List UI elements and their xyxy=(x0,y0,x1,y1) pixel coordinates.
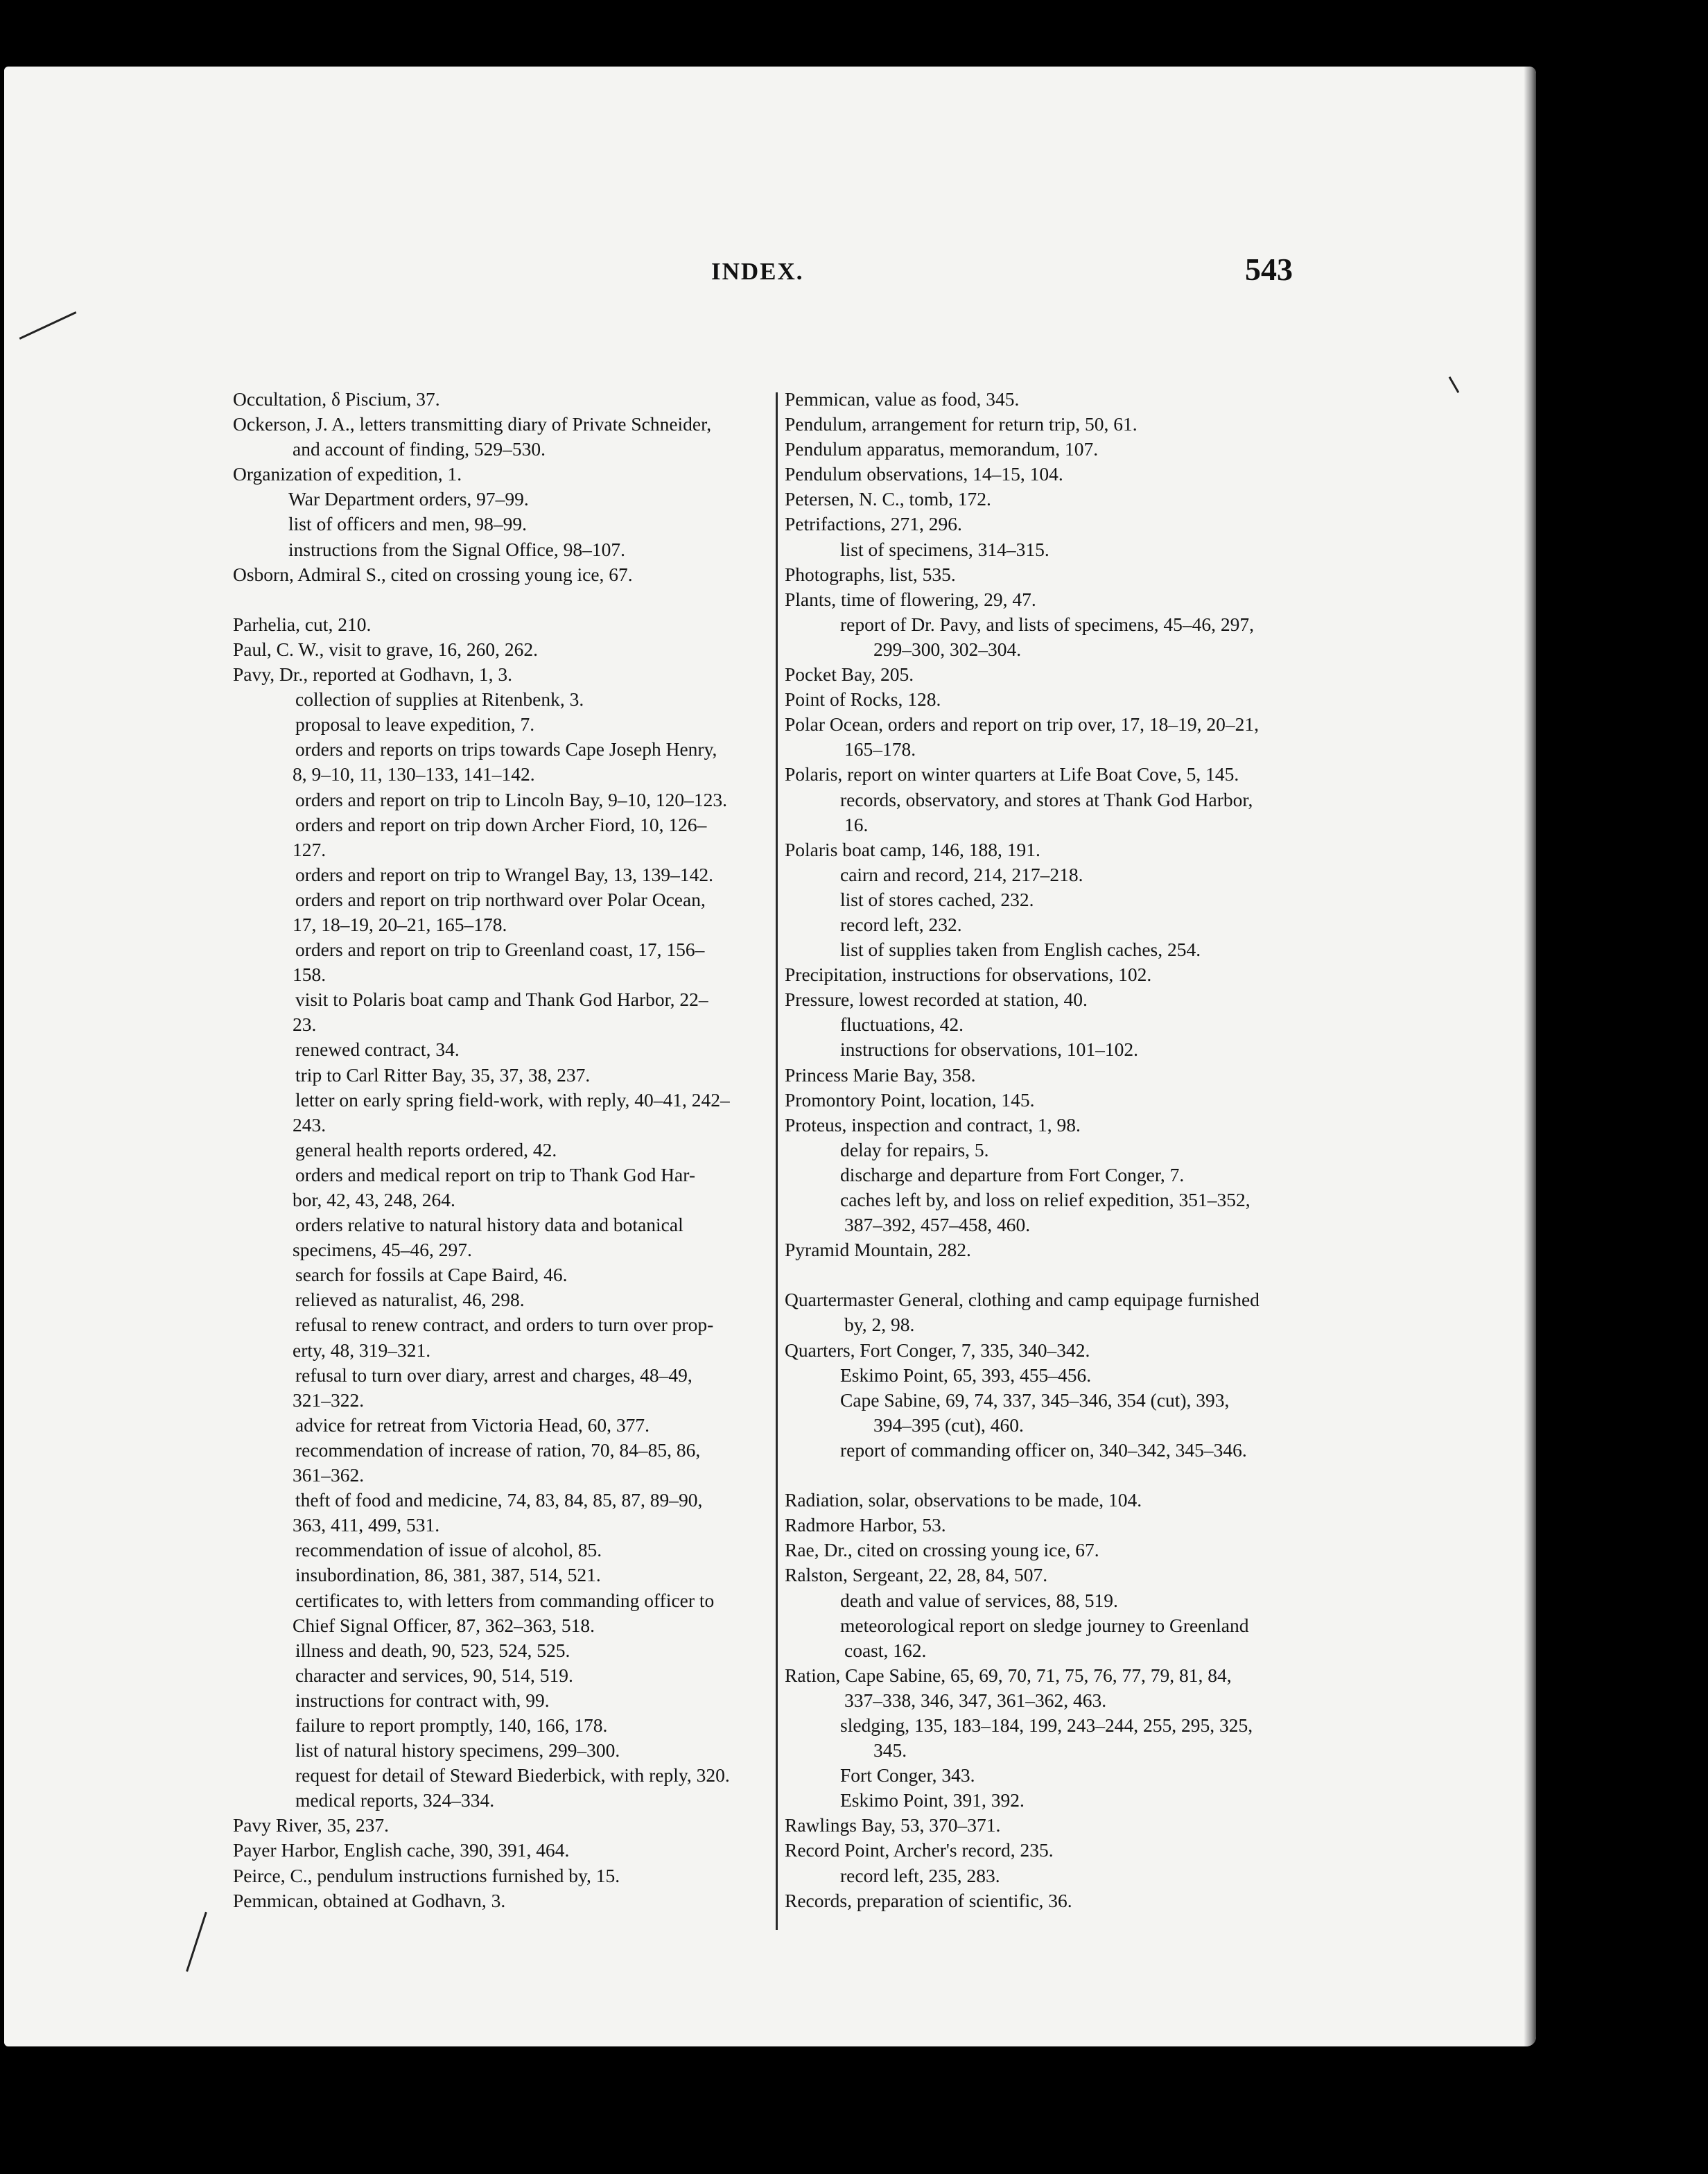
index-entry: renewed contract, 34. xyxy=(295,1038,460,1061)
index-entry: request for detail of Steward Biederbick, with reply, 320. xyxy=(295,1764,730,1786)
scan-mark xyxy=(19,311,77,340)
index-entry: meteorological report on sledge journey to Greenland xyxy=(840,1614,1249,1636)
index-entry: 337–338, 346, 347, 361–362, 463. xyxy=(844,1689,1107,1711)
index-entry: orders and report on trip to Wrangel Bay, 13, 139–142. xyxy=(295,863,713,885)
index-entry: 345. xyxy=(873,1739,907,1762)
index-entry: general health reports ordered, 42. xyxy=(295,1138,557,1160)
index-entry xyxy=(785,1463,1312,1488)
index-entry: 243. xyxy=(293,1113,326,1136)
index-entry: Pendulum, arrangement for return trip, 50, 61. xyxy=(785,413,1138,435)
index-entry: orders and medical report on trip to Thank God Har- xyxy=(295,1163,696,1185)
index-entry: certificates to, with letters from commanding officer to xyxy=(295,1589,715,1611)
index-entry: Photographs, list, 535. xyxy=(785,563,956,585)
index-entry: instructions from the Signal Office, 98–107. xyxy=(288,538,626,560)
index-entry: orders relative to natural history data and botanical xyxy=(295,1214,683,1236)
column-divider xyxy=(776,392,778,1930)
index-entry: and account of finding, 529–530. xyxy=(293,438,546,460)
index-entry: Plants, time of flowering, 29, 47. xyxy=(785,588,1036,610)
index-entry: Pendulum apparatus, memorandum, 107. xyxy=(785,438,1099,460)
index-entry: instructions for contract with, 99. xyxy=(295,1689,550,1711)
index-entry: delay for repairs, 5. xyxy=(840,1138,989,1160)
index-entry: Ration, Cape Sabine, 65, 69, 70, 71, 75, 76, 77, 79, 81, 84, xyxy=(785,1664,1232,1686)
index-entry: list of officers and men, 98–99. xyxy=(288,513,527,535)
index-entry: insubordination, 86, 381, 387, 514, 521. xyxy=(295,1564,601,1586)
index-entry: report of commanding officer on, 340–342, 345–346. xyxy=(840,1438,1247,1461)
index-entry: Pressure, lowest recorded at station, 40. xyxy=(785,989,1088,1011)
index-entry: Princess Marie Bay, 358. xyxy=(785,1063,976,1086)
index-entry: bor, 42, 43, 248, 264. xyxy=(293,1189,455,1210)
index-entry: recommendation of increase of ration, 70, 84–85, 86, xyxy=(295,1438,701,1461)
index-entry: theft of food and medicine, 74, 83, 84, 85, 87, 89–90, xyxy=(295,1489,703,1511)
index-entry: letter on early spring field-work, with reply, 40–41, 242– xyxy=(295,1088,730,1111)
index-entry: Peirce, C., pendulum instructions furnished by, 15. xyxy=(233,1864,620,1886)
index-entry: Pavy River, 35, 237. xyxy=(233,1814,389,1836)
index-entry: relieved as naturalist, 46, 298. xyxy=(295,1289,525,1311)
index-entry: collection of supplies at Ritenbenk, 3. xyxy=(295,688,584,711)
index-entry: discharge and departure from Fort Conger, 7. xyxy=(840,1163,1185,1185)
index-entry: record left, 235, 283. xyxy=(840,1864,1000,1886)
index-entry: Pavy, Dr., reported at Godhavn, 1, 3. xyxy=(233,663,512,686)
index-entry: instructions for observations, 101–102. xyxy=(840,1038,1139,1061)
index-entry: character and services, 90, 514, 519. xyxy=(295,1664,573,1686)
index-entry: Pendulum observations, 14–15, 104. xyxy=(785,463,1063,485)
index-entry: list of supplies taken from English caches, 254. xyxy=(840,939,1201,961)
index-entry: Ockerson, J. A., letters transmitting diary of Private Schneider, xyxy=(233,413,712,435)
index-entry: list of stores cached, 232. xyxy=(840,888,1034,910)
index-entry: sledging, 135, 183–184, 199, 243–244, 255, 295, 325, xyxy=(840,1714,1253,1736)
index-entry: Polaris, report on winter quarters at Life Boat Cove, 5, 145. xyxy=(785,763,1239,785)
index-entry: cairn and record, 214, 217–218. xyxy=(840,863,1083,885)
index-entry: Radmore Harbor, 53. xyxy=(785,1514,946,1536)
index-entry: death and value of services, 88, 519. xyxy=(840,1589,1118,1611)
index-entry: 394–395 (cut), 460. xyxy=(873,1414,1024,1436)
index-entry: Petersen, N. C., tomb, 172. xyxy=(785,488,991,510)
index-entry: Pocket Bay, 205. xyxy=(785,663,914,686)
index-entry: failure to report promptly, 140, 166, 178. xyxy=(295,1714,608,1736)
index-entry: list of specimens, 314–315. xyxy=(840,538,1049,560)
index-entry: 16. xyxy=(844,813,869,835)
index-entry: Pemmican, value as food, 345. xyxy=(785,388,1020,410)
index-entry: 361–362. xyxy=(293,1464,365,1486)
index-entry: Ralston, Sergeant, 22, 28, 84, 507. xyxy=(785,1564,1048,1586)
index-page xyxy=(4,67,1536,2046)
index-entry: Pemmican, obtained at Godhavn, 3. xyxy=(233,1889,506,1911)
index-entry: 363, 411, 499, 531. xyxy=(293,1514,440,1536)
index-entry: Payer Harbor, English cache, 390, 391, 464. xyxy=(233,1839,570,1861)
index-entry: list of natural history specimens, 299–300. xyxy=(295,1739,620,1762)
index-entry: Rawlings Bay, 53, 370–371. xyxy=(785,1814,1001,1836)
index-entry: 17, 18–19, 20–21, 165–178. xyxy=(293,913,507,935)
index-entry: by, 2, 98. xyxy=(844,1314,915,1336)
index-entry: caches left by, and loss on relief expedition, 351–352, xyxy=(840,1189,1250,1210)
scan-mark xyxy=(186,1912,207,1972)
index-entry: report of Dr. Pavy, and lists of specimens, 45–46, 297, xyxy=(840,613,1255,635)
index-entry: 127. xyxy=(293,838,326,860)
index-entry: Quarters, Fort Conger, 7, 335, 340–342. xyxy=(785,1339,1090,1361)
index-entry: recommendation of issue of alcohol, 85. xyxy=(295,1539,602,1561)
index-entry: medical reports, 324–334. xyxy=(295,1789,495,1811)
index-entry: Promontory Point, location, 145. xyxy=(785,1088,1035,1111)
index-entry: Osborn, Admiral S., cited on crossing young ice, 67. xyxy=(233,563,633,585)
index-entry: Pyramid Mountain, 282. xyxy=(785,1239,971,1261)
index-entry: Parhelia, cut, 210. xyxy=(233,613,372,635)
index-entry: search for fossils at Cape Baird, 46. xyxy=(295,1264,568,1286)
index-entry xyxy=(233,587,760,612)
index-entry: 387–392, 457–458, 460. xyxy=(844,1214,1031,1236)
index-entry: specimens, 45–46, 297. xyxy=(293,1239,472,1261)
index-entry: Rae, Dr., cited on crossing young ice, 67. xyxy=(785,1539,1099,1561)
index-entry: proposal to leave expedition, 7. xyxy=(295,713,535,736)
index-entry: illness and death, 90, 523, 524, 525. xyxy=(295,1639,570,1661)
index-entry: orders and report on trip to Greenland coast, 17, 156– xyxy=(295,939,705,961)
index-entry: Petrifactions, 271, 296. xyxy=(785,513,962,535)
page-number: 543 xyxy=(1245,252,1293,287)
index-entry: fluctuations, 42. xyxy=(840,1014,964,1036)
index-entry: 165–178. xyxy=(844,738,916,760)
index-entry: Records, preparation of scientific, 36. xyxy=(785,1889,1072,1911)
index-entry: orders and report on trip to Lincoln Bay, 9–10, 120–123. xyxy=(295,788,727,810)
index-entry: coast, 162. xyxy=(844,1639,927,1661)
index-entry: 8, 9–10, 11, 130–133, 141–142. xyxy=(293,763,535,785)
index-entry: Eskimo Point, 391, 392. xyxy=(840,1789,1025,1811)
index-entry: orders and reports on trips towards Cape Joseph Henry, xyxy=(295,738,717,760)
index-entry: War Department orders, 97–99. xyxy=(288,488,529,510)
index-column-right xyxy=(785,387,1312,1913)
index-entry: Record Point, Archer's record, 235. xyxy=(785,1839,1054,1861)
index-entry: Organization of expedition, 1. xyxy=(233,463,462,485)
index-entry xyxy=(785,1262,1312,1287)
index-entry: Proteus, inspection and contract, 1, 98. xyxy=(785,1113,1081,1136)
index-entry: 321–322. xyxy=(293,1389,365,1411)
index-entry: refusal to renew contract, and orders to turn over prop- xyxy=(295,1314,714,1336)
index-entry: Fort Conger, 343. xyxy=(840,1764,975,1786)
index-entry: 158. xyxy=(293,964,326,986)
scan-mark xyxy=(1449,376,1460,393)
index-entry: Point of Rocks, 128. xyxy=(785,688,941,711)
index-entry: Chief Signal Officer, 87, 362–363, 518. xyxy=(293,1614,595,1636)
index-entry: Radiation, solar, observations to be made, 104. xyxy=(785,1489,1142,1511)
index-entry: Paul, C. W., visit to grave, 16, 260, 262. xyxy=(233,638,538,660)
index-entry: 23. xyxy=(293,1014,317,1036)
index-entry: 299–300, 302–304. xyxy=(873,638,1022,660)
index-entry: orders and report on trip down Archer Fiord, 10, 126– xyxy=(295,813,707,835)
index-entry: refusal to turn over diary, arrest and charges, 48–49, xyxy=(295,1364,692,1386)
index-entry: Polar Ocean, orders and report on trip over, 17, 18–19, 20–21, xyxy=(785,713,1259,736)
index-entry: visit to Polaris boat camp and Thank God Harbor, 22– xyxy=(295,989,708,1011)
index-entry: Cape Sabine, 69, 74, 337, 345–346, 354 (cut), 393, xyxy=(840,1389,1230,1411)
index-entry: advice for retreat from Victoria Head, 60, 377. xyxy=(295,1414,650,1436)
index-entry: Precipitation, instructions for observations, 102. xyxy=(785,964,1152,986)
index-entry: erty, 48, 319–321. xyxy=(293,1339,431,1361)
index-entry: Occultation, δ Piscium, 37. xyxy=(233,388,440,410)
index-entry: orders and report on trip northward over Polar Ocean, xyxy=(295,888,706,910)
index-column-left xyxy=(233,387,760,1913)
index-entry: records, observatory, and stores at Thank God Harbor, xyxy=(840,788,1253,810)
index-entry: record left, 232. xyxy=(840,913,962,935)
index-entry: Eskimo Point, 65, 393, 455–456. xyxy=(840,1364,1092,1386)
page-edge-shadow xyxy=(1524,67,1536,2046)
index-entry: trip to Carl Ritter Bay, 35, 37, 38, 237. xyxy=(295,1063,591,1086)
index-entry: Quartermaster General, clothing and camp equipage furnished xyxy=(785,1289,1260,1311)
page-header-title: INDEX. xyxy=(711,258,804,285)
index-entry: Polaris boat camp, 146, 188, 191. xyxy=(785,838,1040,860)
